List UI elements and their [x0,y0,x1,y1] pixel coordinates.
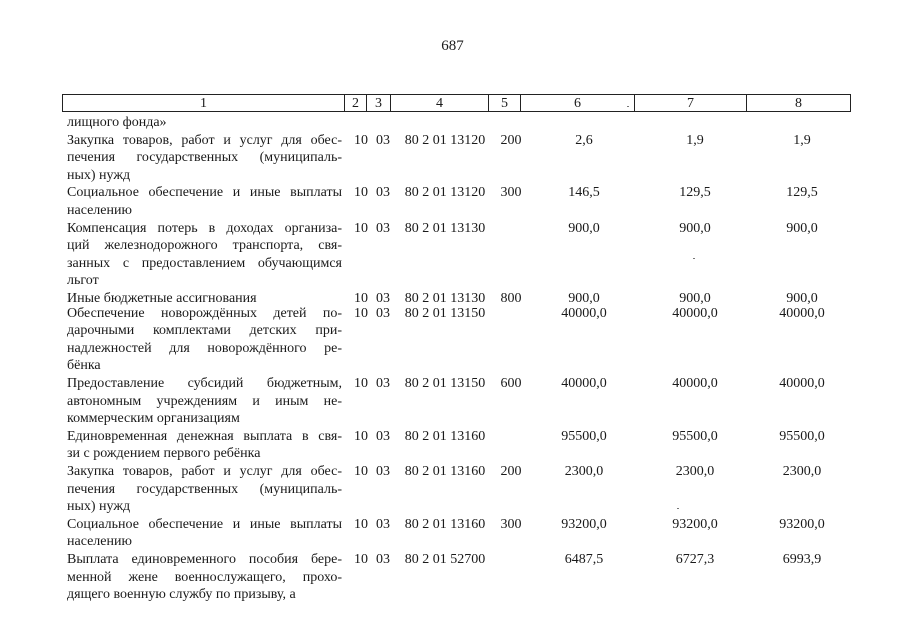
scan-speck [677,508,679,509]
amount-col-8: 900,0 [786,220,818,236]
amount-col-6: 6487,5 [564,551,604,567]
subsection-code: 03 [376,428,390,444]
section-code: 10 [354,132,368,148]
section-code: 10 [354,290,368,306]
amount-col-7: 1,9 [686,132,704,148]
amount-col-6: 146,5 [568,185,600,201]
amount-col-8: 900,0 [786,290,818,306]
target-article-code: 80 2 01 13150 [404,375,486,391]
table-row-purchase-goods-13160 [0,463,905,516]
description-line: надлежностей для новорождённого ре- [67,340,342,356]
row-description [67,132,342,185]
subsection-code: 03 [376,516,390,532]
expense-type-code: 200 [500,132,522,148]
table-body [0,114,905,605]
table-row-subsidies-institutions [0,375,905,428]
description-line: Обеспечение новорождённых детей по- [67,305,342,321]
description-line: автономным учреждениям и иным не- [67,393,342,409]
description-line: зи с рождением первого ребёнка [67,446,261,462]
section-code: 10 [354,551,368,567]
subsection-code: 03 [376,463,390,479]
table-row-pregnant-wife-allowance [0,551,905,605]
target-article-code: 80 2 01 13160 [404,428,486,444]
target-article-code: 80 2 01 13120 [404,132,486,148]
target-article-code: 80 2 01 13120 [404,185,486,201]
row-description [67,551,342,604]
description-line: бёнка [67,358,101,374]
amount-col-7: 129,5 [679,185,711,201]
section-code: 10 [354,220,368,236]
table-row-newborn-gift-sets [0,305,905,375]
description-line: Социальное обеспечение и иные выплаты [67,516,342,532]
description-line: ных) нужд [67,499,131,515]
row-description [67,463,342,516]
subsection-code: 03 [376,220,390,236]
expense-type-code: 800 [500,290,522,306]
amount-col-6: 93200,0 [561,516,607,532]
amount-col-7: 2300,0 [675,463,715,479]
description-line: льгот [67,273,99,289]
expense-type-code: 600 [500,375,522,391]
table-header [62,94,851,112]
description-line: Иные бюджетные ассигнования [67,290,257,306]
subsection-code: 03 [376,305,390,321]
target-article-code: 80 2 01 52700 [404,551,486,567]
target-article-code: 80 2 01 13130 [404,290,486,306]
amount-col-7: 900,0 [679,220,711,236]
scan-speck [627,106,629,107]
subsection-code: 03 [376,551,390,567]
description-line: лищного фонда» [67,115,167,130]
amount-col-8: 93200,0 [779,516,825,532]
subsection-code: 03 [376,290,390,306]
header-col-2: 2 [345,95,367,111]
row-description [67,516,342,551]
amount-col-8: 129,5 [786,185,818,201]
description-line: Единовременная денежная выплата в свя- [67,428,342,444]
table-row-railway-compensation [0,220,905,290]
amount-col-8: 95500,0 [779,428,825,444]
header-col-6: 6 [521,95,635,111]
description-line: Закупка товаров, работ и услуг для обес- [67,463,342,479]
row-description [67,305,342,375]
description-line: дарочными комплектами детских при- [67,323,342,339]
description-line: Компенсация потерь в доходах организа- [67,220,342,236]
header-col-3: 3 [367,95,391,111]
section-code: 10 [354,185,368,201]
amount-col-6: 40000,0 [561,305,607,321]
target-article-code: 80 2 01 13130 [404,220,486,236]
subsection-code: 03 [376,132,390,148]
description-line: коммерческим организациям [67,411,240,427]
amount-col-7: 93200,0 [672,516,718,532]
row-description [67,184,342,219]
table-row-social-payments-13120 [0,184,905,219]
description-line: печения государственных (муниципаль- [67,481,342,497]
amount-col-8: 1,9 [793,132,811,148]
row-description [67,428,342,463]
amount-col-6: 40000,0 [561,375,607,391]
section-code: 10 [354,305,368,321]
row-description [67,220,342,290]
amount-col-7: 900,0 [679,290,711,306]
section-code: 10 [354,516,368,532]
table-row-social-payments-13160 [0,516,905,551]
description-line: населению [67,202,132,218]
description-line: дящего военную службу по призыву, а [67,587,296,603]
description-line: ций железнодорожного транспорта, свя- [67,238,342,254]
target-article-code: 80 2 01 13160 [404,516,486,532]
amount-col-7: 40000,0 [672,375,718,391]
amount-col-7: 40000,0 [672,305,718,321]
description-line: Закупка товаров, работ и услуг для обес- [67,132,342,148]
amount-col-8: 40000,0 [779,375,825,391]
row-description [67,114,342,132]
description-line: менной жене военнослужащего, прохо- [67,569,342,585]
header-col-1: 1 [63,95,345,111]
amount-col-6: 900,0 [568,290,600,306]
amount-col-8: 2300,0 [782,463,822,479]
page-number: 687 [441,38,464,54]
subsection-code: 03 [376,185,390,201]
table-row-purchase-goods-13120 [0,132,905,185]
header-col-5: 5 [489,95,521,111]
description-line: населению [67,534,132,550]
amount-col-7: 6727,3 [675,551,715,567]
description-line: занных с предоставлением обучающимся [67,255,342,271]
section-code: 10 [354,428,368,444]
description-line: ных) нужд [67,167,131,183]
description-line: печения государственных (муниципаль- [67,150,342,166]
header-col-4: 4 [391,95,489,111]
description-line: Выплата единовременного пособия бере- [67,551,342,567]
section-code: 10 [354,375,368,391]
description-line: Социальное обеспечение и иные выплаты [67,185,342,201]
table-row-first-child-payment [0,428,905,463]
header-col-7: 7 [635,95,747,111]
amount-col-8: 40000,0 [779,305,825,321]
amount-col-6: 2,6 [575,132,593,148]
amount-col-7: 95500,0 [672,428,718,444]
row-description [67,375,342,428]
expense-type-code: 300 [500,516,522,532]
scan-speck [693,258,695,259]
section-code: 10 [354,463,368,479]
amount-col-6: 2300,0 [564,463,604,479]
description-line: Предоставление субсидий бюджетным, [67,375,342,391]
table-row-other-allocations [0,290,905,305]
header-col-8: 8 [795,96,802,111]
table-row-continuation [0,114,905,132]
amount-col-6: 900,0 [568,220,600,236]
expense-type-code: 300 [500,185,522,201]
amount-col-6: 95500,0 [561,428,607,444]
target-article-code: 80 2 01 13160 [404,463,486,479]
target-article-code: 80 2 01 13150 [404,305,486,321]
subsection-code: 03 [376,375,390,391]
amount-col-8: 6993,9 [782,551,822,567]
expense-type-code: 200 [500,463,522,479]
